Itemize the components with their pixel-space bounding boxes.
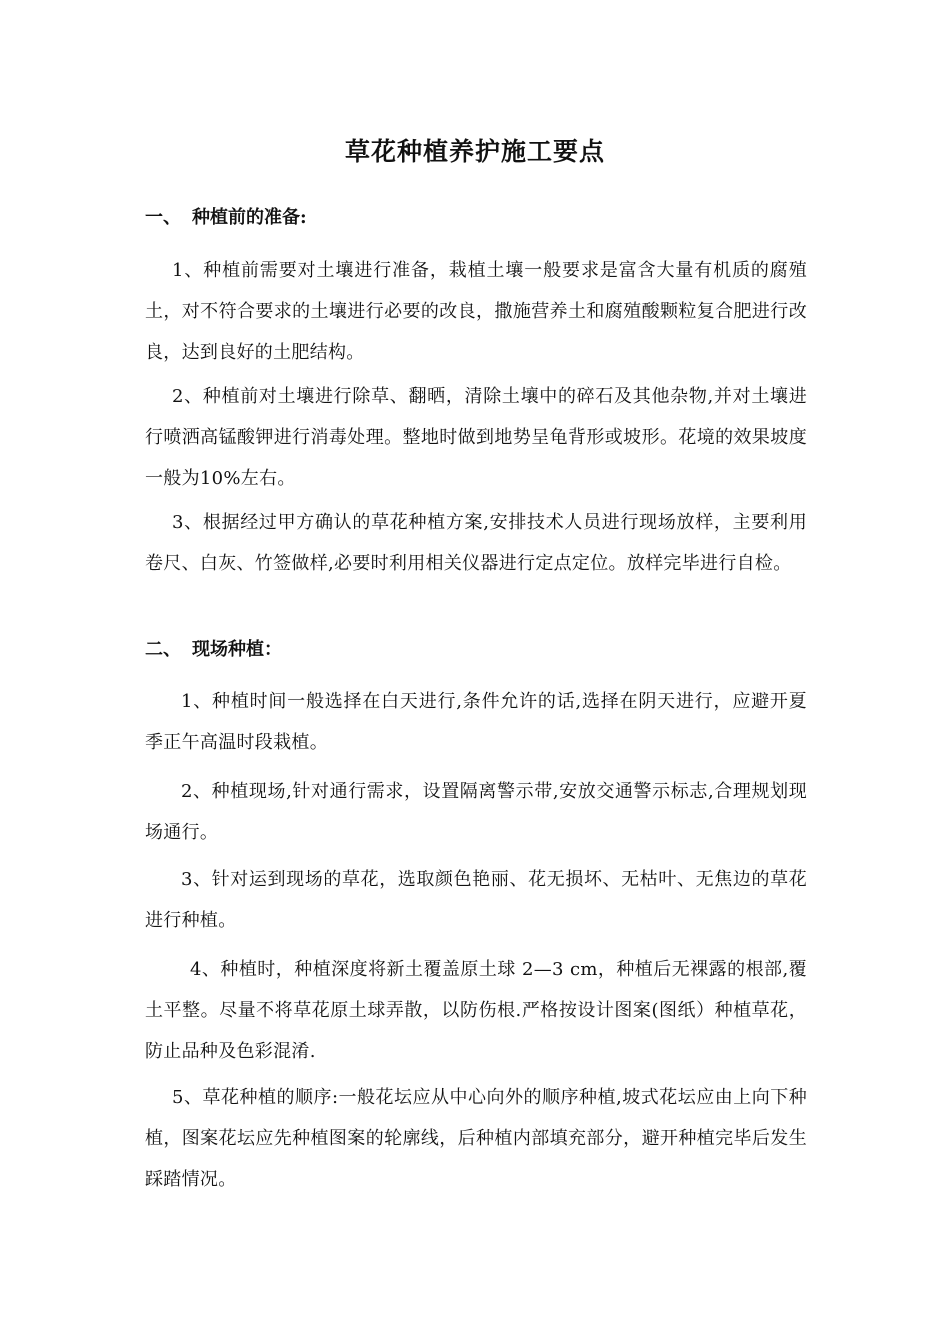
paragraph-2-3: 3、针对运到现场的草花，选取颜色艳丽、花无损坏、无枯叶、无焦边的草花进行种植。 [145,869,807,931]
paragraph-1-2: 2、种植前对土壤进行除草、翻晒，清除土壤中的碎石及其他杂物,并对土壤进行喷洒高锰酸钾进行消毒处理。整地时做到地势呈龟背形或坡形。花境的效果坡度一般为10%左右。 [145,386,807,489]
paragraph-2-2: 2、种植现场,针对通行需求，设置隔离警示带,安放交通警示标志,合理规划现场通行。 [145,781,807,843]
section-heading-2 [145,635,282,665]
paragraph-1-1: 1、种植前需要对土壤进行准备，栽植土壤一般要求是富含大量有机质的腐殖土，对不符合要求的土壤进行必要的改良，撒施营养土和腐殖酸颗粒复合肥进行改良，达到良好的土肥结构。 [145,260,807,363]
section-number-2: 二、 [145,639,181,660]
section-title-2: 现场种植： [192,639,282,660]
section-heading-1 [145,203,307,233]
paragraph-2-5: 5、草花种植的顺序:一般花坛应从中心向外的顺序种植,坡式花坛应由上向下种植，图案花坛应先种植图案的轮廓线，后种植内部填充部分，避开种植完毕后发生踩踏情况。 [145,1087,807,1190]
paragraph-2-1: 1、种植时间一般选择在白天进行,条件允许的话,选择在阴天进行，应避开夏季正午高温时段栽植。 [145,691,807,753]
section-title-1: 种植前的准备: [192,207,307,228]
page-title: 草花种植养护施工要点 [344,137,605,166]
section-number-1: 一、 [145,207,181,228]
paragraph-2-4: 4、种植时，种植深度将新土覆盖原土球 2—3 cm，种植后无裸露的根部,覆土平整。尽量不将草花原土球弄散，以防伤根.严格按设计图案(图纸）种植草花，防止品种及色彩混淆. [145,959,807,1062]
paragraph-1-3: 3、根据经过甲方确认的草花种植方案,安排技术人员进行现场放样，主要利用卷尺、白灰、竹签做样,必要时利用相关仪器进行定点定位。放样完毕进行自检。 [145,512,807,574]
